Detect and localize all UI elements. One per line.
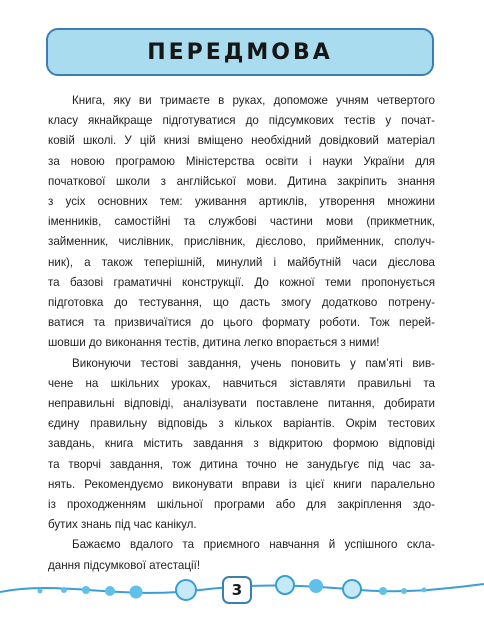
text-line: чене на шкільних уроках, навчиться зіставляти правильні та [48,376,435,390]
dot [82,586,90,594]
text-line: підготовка до тестування, що дасть змогу додатково потрену- [48,296,435,310]
dot [309,579,323,593]
dot [105,586,115,596]
page-number: 3 [231,581,243,599]
dot [130,586,143,599]
dot [61,587,67,593]
text-line: займенник, числівник, прислівник, дієслово, прийменник, сполуч- [48,235,435,249]
text-line: іменників, самостійні та службові частини мови (прикметник, [48,215,435,229]
title-banner [46,28,434,76]
paragraph-1 [48,91,435,354]
text-line: ватися та призвичаїтися до цього формату роботи. Тож перей- [48,316,435,330]
text-line: ник), а також теперішній, минулий і майбутній часи дієслова [48,255,435,269]
paragraph-2 [48,354,435,536]
text-line: та базові граматичні конструкції. До кожної теми пропонується [48,275,435,289]
text-line: початкової школи з англійської мови. Дитина закріпить знання [48,174,435,188]
text-line: Книга, яку ви тримаєте в руках, допоможе учням четвертого [72,94,435,107]
text-line: та творчі завдання, тож дитина точно не занудьгує під час за- [48,457,435,471]
text-line: бутих знань під час канікул. [48,518,197,532]
page-title: ПЕРЕДМОВА [147,39,333,65]
text-line: з усіх основних тем: уживання артиклів, утворення множини [48,195,435,209]
text-line: єдину правильну відповідь з кількох варіантів. Окрім тестових [48,417,435,431]
text-line: ковій школі. У цій книзі вміщено необхідний довідковий матеріал [48,134,435,148]
ring [343,580,361,598]
text-line: за новою програмою Міністерства освіти і науки України для [48,154,435,168]
text-line: Виконуючи тестові завдання, учень поновить у пам’яті вив- [72,356,435,370]
ring [176,580,196,600]
text-line: шовши до виконання тестів, дитина легко впорається з ними! [48,336,380,350]
text-line: із проходженням шкільної програми або для закріплення здо- [48,498,435,512]
dot [38,589,43,594]
text-line: Бажаємо вдалого та приємного навчання й успішного скла- [72,538,435,552]
dot [401,588,407,594]
text-line: неправильні відповіді, аналізувати поставлене питання, добирати [48,397,435,411]
text-line: нять. Рекомендуємо виконувати вправи із цієї книги паралельно [48,477,435,491]
dot [422,588,427,593]
dot [379,587,387,595]
preface-text [48,91,435,576]
text-line: дання підсумкової атестації! [48,558,201,572]
page-number-box [222,576,252,604]
ring [276,576,294,594]
text-line: завдань, книга містить завдання з відкритою формою відповіді [48,437,435,451]
text-line: класу якнайкраще підготуватися до підсумкових тестів у почат- [48,114,435,128]
